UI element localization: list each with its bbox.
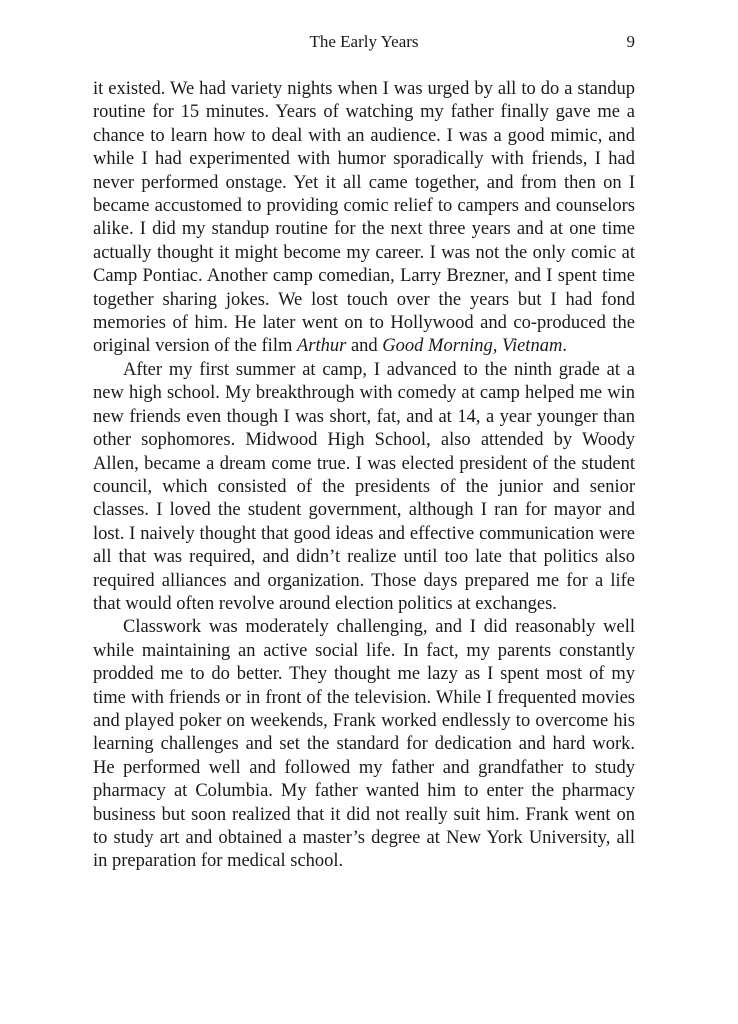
page-number: 9 xyxy=(626,32,635,51)
paragraph xyxy=(93,616,635,873)
paragraph-text: Classwork was moderately challenging, and I did reasonably well while maintaining an active social life. In fact, my parents constantly prodded me to do better. They thought me lazy as I spent most of my time with friends or in front of the television. While I frequented movies and played poker on weekends, Frank worked endlessly to overcome his learning challenges and set the standard for dedication and hard work. He performed well and followed my father and grandfather to study pharmacy at Columbia. My father wanted him to enter the pharmacy business but soon realized that it did not really suit him. Frank went on to study art and obtained a master’s degree at New York University, all in preparation for medical school. xyxy=(93,617,635,872)
film-title-arthur: Arthur xyxy=(296,336,347,357)
paragraph-text: and xyxy=(346,336,383,357)
paragraph-text: After my first summer at camp, I advanced to the ninth grade at a new high school. My breakthrough with comedy at camp helped me win new friends even though I was short, fat, and at 14, a year younger than other sophomores. Midwood High School, also attended by Woody Allen, became a dream come true. I was elected president of the student council, which consisted of the presidents of the junior and senior classes. I loved the student government, although I ran for mayor and lost. I naively thought that good ideas and effective communication were all that was required, and didn’t realize until too late that politics also required alliances and organization. Those days prepared me for a life that would often revolve around election politics at exchanges. xyxy=(93,359,635,614)
paragraph-text: it existed. We had variety nights when I was urged by all to do a standup routine for 15 minutes. Years of watching my father finally gave me a chance to learn how to deal with an audience. I was a good mimic, and while I had experimented with humor sporadically with friends, I had never performed onstage. Yet it all came together, and from then on I became accustomed to providing comic relief to campers and counselors alike. I did my standup routine for the next three years and at one time actually thought it might become my career. I was not the only comic at Camp Pontiac. Another camp comedian, Larry Brezner, and I spent time together sharing jokes. We lost touch over the years but I had fond memories of him. He later went on to Hollywood and co-produced the original version of the film xyxy=(93,79,635,357)
film-title-good-morning-vietnam: Good Morning, Vietnam xyxy=(382,336,563,357)
running-header xyxy=(93,32,635,56)
paragraph-text: . xyxy=(562,336,567,357)
paragraph xyxy=(93,78,635,359)
paragraph xyxy=(93,359,635,616)
body-text xyxy=(93,78,635,874)
running-title: The Early Years xyxy=(309,32,419,51)
